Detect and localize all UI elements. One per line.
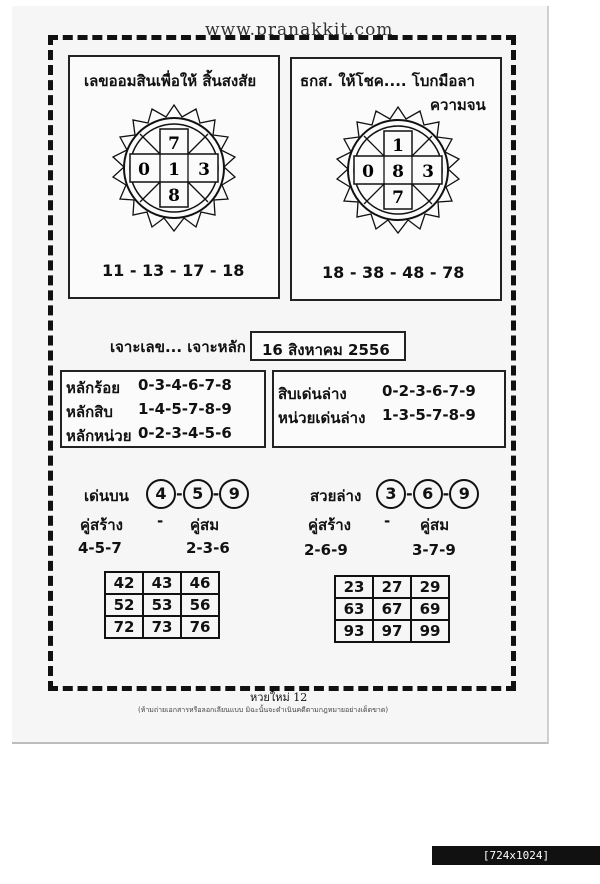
digit-value-units-lower: 1-3-5-7-8-9 [382, 406, 476, 424]
upper-circle-2: 5 [183, 479, 213, 509]
lower-grid-cell: 23 [335, 576, 373, 598]
left-wheel-top: 7 [168, 134, 180, 154]
digits-right-box [272, 370, 506, 448]
upper-match-numbers: 2-3-6 [186, 539, 230, 557]
lower-grid-cell: 99 [411, 620, 449, 642]
lower-grid-cell: 93 [335, 620, 373, 642]
right-panel-numbers: 18 - 38 - 48 - 78 [322, 263, 465, 282]
right-wheel-left: 0 [362, 162, 374, 182]
upper-circle-3: 9 [219, 479, 249, 509]
upper-grid-cell: 43 [143, 572, 181, 594]
digit-label-tens-lower: สิบเด่นล่าง [278, 385, 347, 403]
upper-grid-cell: 72 [105, 616, 143, 638]
left-wheel [104, 101, 244, 241]
lower-match-label: คู่สม [420, 516, 450, 534]
right-wheel-center: 8 [392, 162, 404, 182]
left-wheel-center: 1 [168, 160, 180, 180]
lower-pair-label: คู่สร้าง [308, 516, 351, 534]
lower-circle-3: 9 [449, 479, 479, 509]
right-wheel-bottom: 7 [392, 188, 404, 208]
copyright-note: (ห้ามถ่ายเอกสารหรือลอกเลียนแบบ มิฉะนั้นจะดำเนินคดีตามกฎหมายอย่างเด็ดขาด) [138, 706, 389, 714]
digit-label-units-lower: หน่วยเด่นล่าง [278, 409, 366, 427]
left-wheel-right: 3 [198, 160, 210, 180]
lower-grid-cell: 97 [373, 620, 411, 642]
lower-match-numbers: 3-7-9 [412, 541, 456, 559]
lower-grid-cell: 67 [373, 598, 411, 620]
lower-grid-cell: 29 [411, 576, 449, 598]
upper-grid-cell: 56 [181, 594, 219, 616]
lower-pair-numbers: 2-6-9 [304, 541, 348, 559]
upper-grid-cell: 52 [105, 594, 143, 616]
section-heading: เจาะเลข... เจาะหลัก [110, 338, 246, 356]
upper-number-grid [104, 571, 220, 639]
digit-value-hundreds: 0-3-4-6-7-8 [138, 376, 232, 394]
lower-dash: - [384, 512, 391, 530]
upper-circle-1: 4 [146, 479, 176, 509]
upper-grid-cell: 46 [181, 572, 219, 594]
right-wheel-top: 1 [392, 136, 404, 156]
upper-grid-cell: 76 [181, 616, 219, 638]
left-panel-title: เลขออมสินเพื่อให้ สิ้นสงสัย [84, 72, 257, 90]
left-panel [68, 55, 280, 299]
digit-value-tens-lower: 0-2-3-6-7-9 [382, 382, 476, 400]
digit-label-hundreds: หลักร้อย [66, 379, 121, 397]
lower-grid-cell: 63 [335, 598, 373, 620]
lower-grid-cell: 27 [373, 576, 411, 598]
lower-circle-2: 6 [413, 479, 443, 509]
right-panel-title: ธกส. ให้โชค.... โบกมือลา [300, 72, 475, 90]
date-box [250, 331, 406, 361]
lower-circles: 3 - 6 - 9 [376, 479, 479, 509]
right-panel [290, 57, 502, 301]
upper-grid-cell: 73 [143, 616, 181, 638]
digit-value-units: 0-2-3-4-5-6 [138, 424, 232, 442]
upper-grid-cell: 53 [143, 594, 181, 616]
upper-label: เด่นบน [84, 487, 129, 505]
lower-grid-cell: 69 [411, 598, 449, 620]
lower-number-grid [334, 575, 450, 643]
upper-grid-cell: 42 [105, 572, 143, 594]
left-wheel-bottom: 8 [168, 186, 180, 206]
left-panel-numbers: 11 - 13 - 17 - 18 [102, 261, 245, 280]
upper-match-label: คู่สม [190, 516, 220, 534]
upper-pair-numbers: 4-5-7 [78, 539, 122, 557]
watermark-link[interactable]: [724x1024] https://upic.me/ [432, 846, 600, 865]
upper-circles: 4 - 5 - 9 [146, 479, 249, 509]
left-wheel-left: 0 [138, 160, 150, 180]
draw-date: 16 สิงหาคม 2556 [262, 341, 390, 359]
digit-label-tens: หลักสิบ [66, 403, 113, 421]
digit-label-units: หลักหน่วย [66, 427, 132, 445]
page-footer: หวยใหม่ 12 [250, 691, 308, 704]
upper-dash: - [157, 512, 164, 530]
digit-value-tens: 1-4-5-7-8-9 [138, 400, 232, 418]
lower-circle-1: 3 [376, 479, 406, 509]
lower-label: สวยล่าง [310, 487, 362, 505]
digits-left-box [60, 370, 266, 448]
right-wheel-right: 3 [422, 162, 434, 182]
upper-pair-label: คู่สร้าง [80, 516, 123, 534]
site-url: www.pranakkit.com [205, 20, 394, 40]
right-panel-subtitle: ความจน [430, 96, 486, 114]
right-wheel [328, 103, 468, 243]
